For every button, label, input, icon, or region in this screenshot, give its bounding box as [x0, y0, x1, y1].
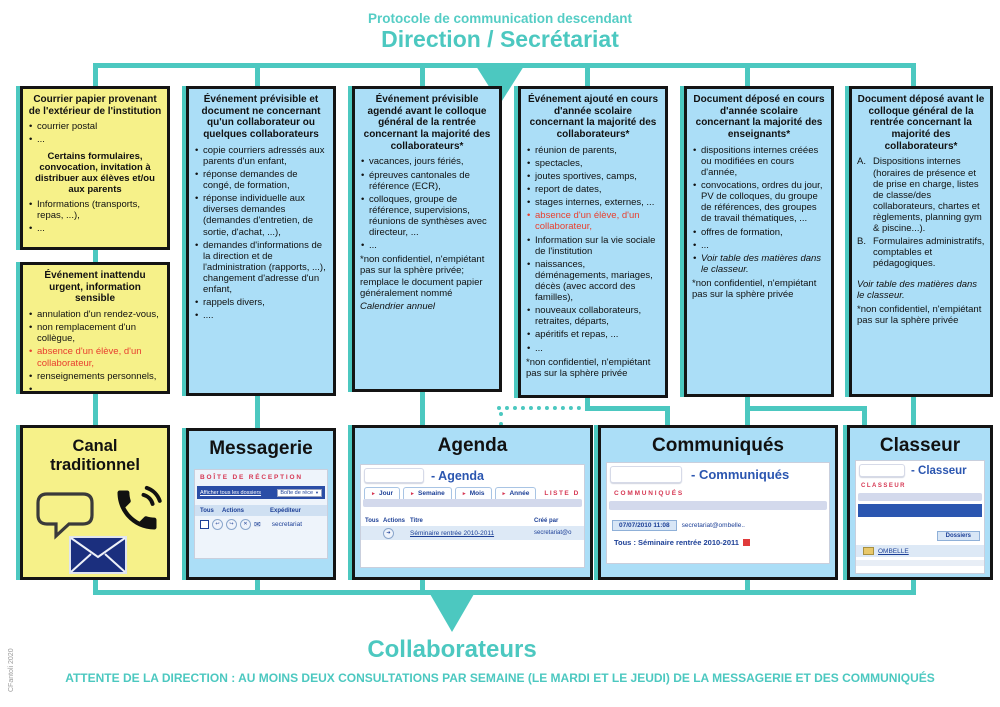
list-item: • ... [29, 223, 45, 235]
top-stub-col1 [93, 66, 98, 87]
box-document-depose-avant [849, 86, 993, 397]
list-item: • ... [29, 134, 45, 146]
row-action-cell [383, 528, 410, 539]
list-item: *non confidentiel, n'empiétant pas sur la sphère privée [526, 356, 651, 379]
tab-arrow-icon: ► [371, 490, 376, 497]
list-item: • naissances, déménagements, mariages, décès (avec accord des familles), [527, 258, 653, 304]
col5-to-communiques-stub [745, 397, 750, 426]
col1-inner-stub [93, 249, 98, 263]
communique-entry-text: Tous : Séminaire rentrée 2010-2011 [614, 538, 739, 547]
col5-to-classeur-stub [862, 406, 867, 426]
box-evenement-previsible-document [186, 86, 336, 396]
list-item: *non confidentiel, n'empiétant pas sur la sphère privée [692, 277, 817, 301]
bullet-list [28, 309, 162, 394]
list-item: • ... [527, 342, 543, 354]
list-item: • ... [361, 240, 377, 252]
folder-link[interactable]: OMBELLE [878, 547, 909, 555]
list-item: • demandes d'informations de la direction et de l'administration (rapports, ...), changement d'adresse d'un enfant, [195, 239, 326, 296]
box-title: Événement prévisible agendé avant le colloque général de la rentrée concernant la majorité des collaborateurs* [363, 94, 491, 152]
direction-secretariat-title: Direction / Secrétariat [381, 26, 619, 52]
col-titre: Titre [410, 518, 423, 524]
speech-bubble-icon [35, 488, 97, 540]
communiques-screenshot [606, 462, 830, 564]
dotted-link-vert [499, 412, 503, 426]
tab-arrow-icon: ► [410, 490, 415, 497]
col6-bottom-stub [911, 397, 916, 426]
box-title: Événement inattendu urgent, information sensible [44, 270, 146, 305]
list-item: • stages internes, externes, ... [527, 197, 655, 209]
col1-bottom-stub [93, 394, 98, 426]
box-title: Événement prévisible et document ne concernant qu'un collaborateur ou quelques collaborateurs [201, 94, 321, 141]
top-stub-col6 [911, 66, 916, 87]
list-item: • non remplacement d'un collègue, [29, 322, 136, 345]
tab-arrow-icon: ► [461, 490, 467, 497]
col-actions: Actions [222, 507, 245, 514]
box-title: Courrier papier provenant de l'extérieur de l'institution [28, 94, 162, 117]
channel-title: Classeur [879, 435, 961, 456]
classeur-header [856, 461, 984, 480]
col-actions: Actions [383, 518, 406, 524]
dossiers-tab[interactable]: Dossiers [937, 531, 980, 541]
reply-icon[interactable]: ↩ [212, 519, 223, 530]
communique-meta-row [607, 520, 829, 531]
agenda-entry-author: secretariat@o [534, 530, 572, 536]
classeur-divider-bar [858, 493, 982, 501]
tab-jour[interactable] [364, 487, 400, 499]
list-item: *non confidentiel, n'empiétant pas sur la sphère privée [857, 303, 982, 326]
list-item: • spectacles, [527, 157, 583, 169]
redacted-name-box [610, 466, 682, 483]
list-item: • nouveaux collaborateurs, retraites, départs, [527, 305, 642, 328]
tab-arrow-icon: ► [501, 490, 507, 497]
communiques-header-title: - Communiqués [691, 467, 790, 482]
box-title: Événement ajouté en cours d'année scolaire concernant la majorité des collaborateurs* [527, 94, 659, 141]
communiques-header [607, 463, 829, 486]
communiques-divider-bar [609, 501, 827, 510]
mail-sender: secretariat [271, 520, 303, 528]
mail-icon: ✉ [254, 519, 261, 529]
box-communiques [598, 425, 838, 580]
agenda-header-title: - Agenda [431, 468, 485, 483]
classeur-label: CLASSEUR [861, 483, 907, 489]
agenda-list-header [361, 516, 584, 526]
tab-label: Semaine [418, 490, 445, 497]
communique-date[interactable]: 07/07/2010 11:08 [612, 520, 677, 531]
list-item: • convocations, ordres du jour, PV de colloques, du groupe de références, des groupes de travail thématiques, ... [693, 180, 823, 225]
collaborateurs-title: Collaborateurs [367, 636, 537, 663]
list-item: • copie courriers adressés aux parents d'un enfant, [195, 144, 325, 167]
box-courrier-exterieur [20, 86, 170, 250]
list-item: • colloques, groupe de référence, supervisions, réunions de synthèses avec directeur, ... [361, 193, 487, 239]
mailbox-dropdown[interactable] [277, 489, 322, 497]
list-item: Calendrier annuel [360, 300, 435, 312]
classeur-screenshot [855, 460, 985, 574]
list-item: • réunion de parents, [527, 144, 617, 156]
communique-entry[interactable] [614, 538, 829, 547]
list-item: B. Formulaires administratifs, comptables et pédagogiques. [857, 236, 985, 270]
box-canal-traditionnel [20, 425, 170, 580]
tab-label: Jour [378, 490, 394, 497]
col-tous: Tous [200, 507, 214, 514]
communiques-label: COMMUNIQUÉS [614, 490, 684, 497]
bullet-list [857, 156, 985, 326]
inbox-label: BOÎTE DE RÉCEPTION [200, 474, 303, 481]
list-item: • vacances, jours fériés, [361, 156, 464, 168]
col5-elbow-horiz [745, 406, 867, 411]
box-evenement-inattendu [20, 262, 170, 394]
list-item: • courrier postal [29, 121, 98, 133]
phone-icon [111, 484, 163, 536]
col4-elbow-horiz [585, 406, 670, 411]
delete-icon[interactable]: ✕ [240, 519, 251, 530]
mailbox-toolbar [197, 486, 325, 499]
list-item: • offres de formation, [693, 226, 783, 238]
bottom-connector-line [93, 590, 916, 595]
channel-title: Communiqués [652, 435, 784, 456]
col-expediteur: Expéditeur [270, 507, 302, 514]
list-item: • réponse demandes de congé, de formation, [195, 168, 298, 192]
dropdown-arrow-icon: ▼ [315, 490, 319, 495]
list-item: • joutes sportives, camps, [527, 170, 637, 182]
envelope-icon [69, 536, 127, 574]
col-tous: Tous [365, 518, 379, 524]
box-title: Document déposé avant le colloque général de la rentrée concernant la majorité des collaborateurs* [857, 94, 985, 152]
box-title: Document déposé en cours d'année scolaire concernant la majorité des enseignants* [693, 94, 825, 141]
attachment-icon[interactable] [743, 539, 750, 546]
list-item: • Informations (transports, repas, ...), [29, 199, 140, 222]
list-item: *non confidentiel, n'empiétant pas sur la sphère privée; remplace le document papier généralement nommé [360, 254, 485, 299]
bullet-list [194, 145, 328, 322]
author-credit: CFantoli 2020 [8, 648, 15, 692]
dotted-link-horiz [497, 406, 581, 410]
classeur-tab-row [860, 524, 980, 542]
top-stub-col2 [255, 66, 260, 87]
forward-icon[interactable]: ↪ [226, 519, 237, 530]
classeur-footer-bar [856, 560, 984, 566]
bullet-list [360, 156, 494, 311]
top-stub-col3 [420, 66, 425, 87]
liste-label[interactable]: LISTE D [544, 490, 580, 497]
direction-expectation-note: ATTENTE DE LA DIRECTION : AU MOINS DEUX CONSULTATIONS PAR SEMAINE (LE MARDI ET LE JEUDI) DE LA MESSAGERIE ET DES COMMUNIQUÉS [65, 671, 935, 685]
tab-label: Mois [469, 490, 485, 497]
tab-mois[interactable] [455, 487, 492, 499]
tab-annee[interactable] [495, 487, 537, 499]
list-item: • réponse individuelle aux diverses demandes (demandes d'entretien, de sortie, d'achat, ...), [195, 193, 314, 238]
bullet-list [526, 145, 660, 379]
mail-list-header [195, 505, 327, 516]
top-stub-col5 [745, 66, 750, 87]
col3-bottom-stub [420, 392, 425, 426]
tab-semaine[interactable] [403, 487, 452, 499]
list-item: A. Dispositions internes (horaires de présence et de prise en charge, listes de classe/des collaborateurs, chartes et règlements, planning gym & piscine...). [857, 156, 982, 235]
box-evenement-previsible-agende [352, 86, 502, 392]
box-messagerie [186, 428, 336, 580]
list-item: • épreuves cantonales de référence (ECR), [361, 169, 470, 192]
list-item: • report de dates, [527, 184, 602, 196]
checkbox[interactable] [200, 520, 209, 529]
down-arrow-icon [430, 594, 474, 632]
agenda-entry-link[interactable]: Séminaire rentrée 2010-2011 [410, 529, 495, 537]
list-item: • rappels divers, [195, 297, 265, 309]
box-evenement-ajoute [518, 86, 668, 398]
agenda-header [361, 465, 584, 485]
bullet-list [692, 145, 826, 300]
list-item: • absence d'un élève, d'un collaborateur, [29, 346, 142, 369]
classeur-toolbar [858, 504, 982, 517]
col-cree-par: Créé par [534, 518, 559, 524]
canal-icons [23, 480, 167, 580]
agenda-screenshot [360, 464, 585, 568]
list-item: • ... [29, 383, 45, 394]
box-document-depose-en-cours [684, 86, 834, 397]
list-item: • Voir table des matières dans le classeur. [693, 252, 822, 275]
box-agenda [352, 425, 593, 580]
list-item: • absence d'un élève, d'un collaborateur, [527, 210, 640, 233]
col2-bottom-stub [255, 396, 260, 429]
list-item: • .... [195, 310, 214, 322]
redacted-name-box [364, 468, 424, 483]
box-classeur [847, 425, 993, 580]
list-item: • apéritifs et repas, ... [527, 329, 619, 341]
channel-title: Agenda [437, 435, 508, 456]
agenda-row[interactable] [361, 526, 584, 540]
list-item: • renseignements personnels, [29, 370, 157, 382]
list-item: Certains formulaires, convocation, invitation à distribuer aux élèves et/ou aux parents [35, 150, 155, 195]
show-folders-link[interactable]: Afficher tous les dossiers [200, 489, 262, 496]
channel-title: Canal traditionnel [50, 437, 140, 474]
folder-icon [863, 547, 874, 555]
classeur-header-title: - Classeur [911, 464, 967, 477]
agenda-divider-bar [363, 499, 582, 507]
list-item: • ... [693, 239, 709, 251]
mail-row[interactable] [195, 516, 327, 532]
bullet-list [28, 121, 162, 234]
tab-label: Année [509, 490, 530, 497]
channel-title: Messagerie [209, 438, 313, 459]
list-item: • annulation d'un rendez-vous, [29, 309, 159, 321]
list-item: • dispositions internes créées ou modifiées en cours d'année, [693, 144, 819, 178]
redacted-name-box [859, 464, 905, 477]
folder-row[interactable] [856, 545, 984, 557]
messagerie-screenshot [194, 469, 328, 559]
list-item: • Information sur la vie sociale de l'institution [527, 234, 656, 257]
protocol-subtitle: Protocole de communication descendant [367, 11, 633, 26]
communique-sender: secretariat@ombelle.. [681, 522, 745, 529]
list-item: Voir table des matières dans le classeur. [857, 278, 978, 301]
dropdown-value: Boîte de réce [280, 489, 314, 496]
open-entry-icon[interactable]: ➔ [383, 528, 394, 539]
col4-to-communiques-stub [665, 406, 670, 426]
agenda-view-tabs [361, 485, 584, 499]
top-stub-col4 [585, 66, 590, 87]
